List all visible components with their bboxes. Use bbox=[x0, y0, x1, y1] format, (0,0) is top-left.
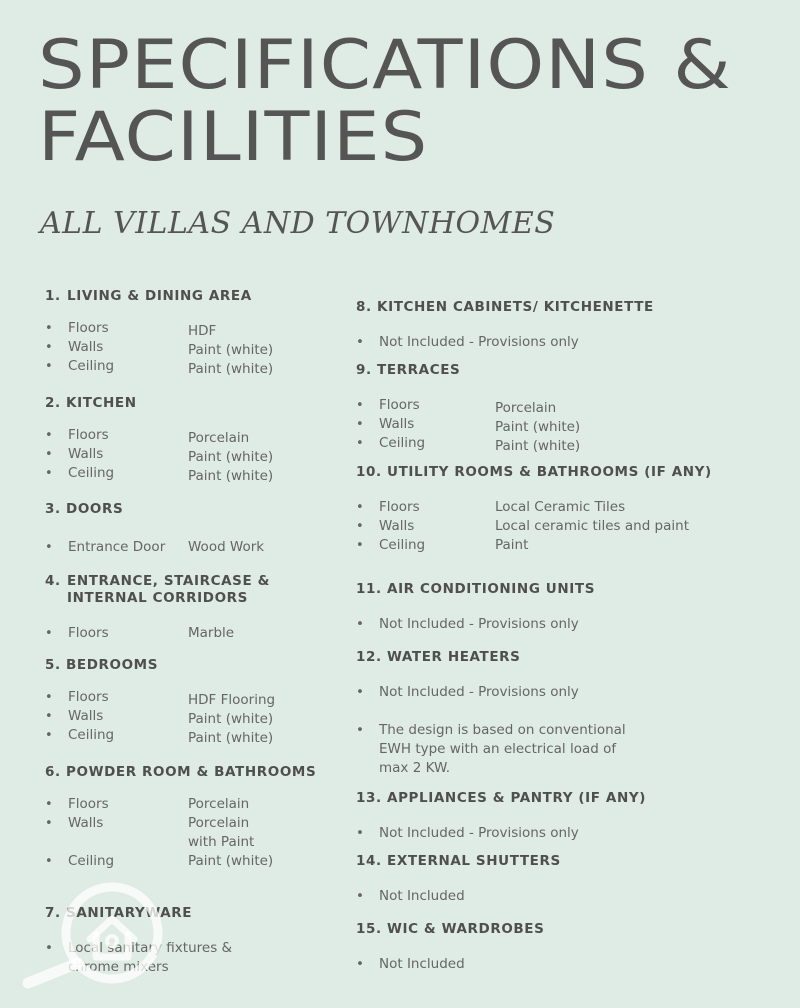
spec-row: • Walls Local ceramic tiles and paint bbox=[356, 518, 690, 535]
section-heading: 12. WATER HEATERS bbox=[356, 649, 521, 665]
section-heading: 9. TERRACES bbox=[356, 362, 461, 378]
section-utility-rooms bbox=[356, 464, 786, 556]
section-entrance bbox=[45, 573, 345, 643]
section-heading: 2. KITCHEN bbox=[45, 395, 137, 411]
spec-row: • Ceiling Paint (white) bbox=[45, 358, 274, 378]
page-title bbox=[38, 26, 732, 177]
spec-row: • Floors HDF bbox=[45, 320, 217, 339]
section-heading: 10. UTILITY ROOMS & BATHROOMS (IF ANY) bbox=[356, 464, 712, 480]
spec-row: • Walls Paint (white) bbox=[45, 339, 274, 359]
search-home-icon bbox=[20, 875, 170, 990]
section-heading: 6. POWDER ROOM & BATHROOMS bbox=[45, 764, 317, 780]
spec-note: • Not Included - Provisions only bbox=[356, 334, 579, 350]
title-line-1: SPECIFICATIONS & bbox=[38, 26, 732, 105]
spec-row: • Ceiling Paint (white) bbox=[45, 465, 274, 485]
section-heading: 13. APPLIANCES & PANTRY (IF ANY) bbox=[356, 790, 646, 806]
section-bedrooms bbox=[45, 657, 345, 746]
section-heading: 1. LIVING & DINING AREA bbox=[45, 288, 252, 304]
section-heading: 8. KITCHEN CABINETS/ KITCHENETTE bbox=[356, 299, 654, 315]
section-kitchen-cabinets bbox=[356, 299, 786, 352]
spec-row: • Floors Local Ceramic Tiles bbox=[356, 499, 626, 515]
section-heading: 4. ENTRANCE, STAIRCASE & INTERNAL CORRIDORS bbox=[45, 573, 270, 606]
section-heading: 5. BEDROOMS bbox=[45, 657, 159, 673]
section-water-heaters bbox=[356, 649, 786, 778]
spec-row: • Floors Marble bbox=[45, 625, 235, 641]
title-line-2: FACILITIES bbox=[38, 98, 429, 177]
section-living-dining bbox=[45, 288, 345, 377]
spec-row: • Ceiling Paint (white) bbox=[356, 435, 581, 455]
spec-note: • Not Included bbox=[356, 888, 465, 904]
spec-row: • Walls Porcelain with Paint bbox=[45, 815, 255, 851]
section-heading: 7. SANITARYWARE bbox=[45, 905, 193, 921]
spec-note: • Local sanitary fixtures & chrome mixers bbox=[45, 940, 233, 975]
spec-row: • Ceiling Paint (white) bbox=[45, 727, 274, 747]
section-kitchen bbox=[45, 395, 345, 484]
section-heading: 3. DOORS bbox=[45, 501, 124, 517]
spec-note: • Not Included - Provisions only bbox=[356, 616, 579, 632]
spec-row: • Ceiling Paint (white) bbox=[45, 853, 274, 870]
spec-row: • Entrance Door Wood Work bbox=[45, 539, 265, 555]
spec-row: • Ceiling Paint bbox=[356, 537, 529, 554]
spec-note: • The design is based on conventional EWH type with an electrical load of max 2 KW. bbox=[356, 722, 626, 776]
spec-row: • Floors HDF Flooring bbox=[45, 689, 276, 708]
section-appliances bbox=[356, 790, 786, 843]
spec-row: • Walls Paint (white) bbox=[45, 708, 274, 728]
section-heading: 11. AIR CONDITIONING UNITS bbox=[356, 581, 596, 597]
section-powder-room bbox=[45, 764, 345, 871]
spec-note: • Not Included - Provisions only bbox=[356, 825, 579, 841]
section-terraces bbox=[356, 362, 786, 454]
page-subtitle: ALL VILLAS AND TOWNHOMES bbox=[40, 206, 556, 241]
spec-row: • Floors Porcelain bbox=[45, 796, 250, 812]
section-heading: 15. WIC & WARDROBES bbox=[356, 921, 545, 937]
spec-row: • Floors Porcelain bbox=[45, 427, 250, 446]
section-air-conditioning bbox=[356, 581, 786, 634]
spec-note: • Not Included bbox=[356, 956, 465, 972]
spec-row: • Walls Paint (white) bbox=[356, 416, 581, 436]
section-doors bbox=[45, 501, 345, 557]
section-wic-wardrobes bbox=[356, 921, 786, 974]
section-heading: 14. EXTERNAL SHUTTERS bbox=[356, 853, 561, 869]
spec-row: • Walls Paint (white) bbox=[45, 446, 274, 466]
spec-note: • Not Included - Provisions only bbox=[356, 684, 579, 700]
section-external-shutters bbox=[356, 853, 786, 906]
spec-row: • Floors Porcelain bbox=[356, 397, 557, 416]
